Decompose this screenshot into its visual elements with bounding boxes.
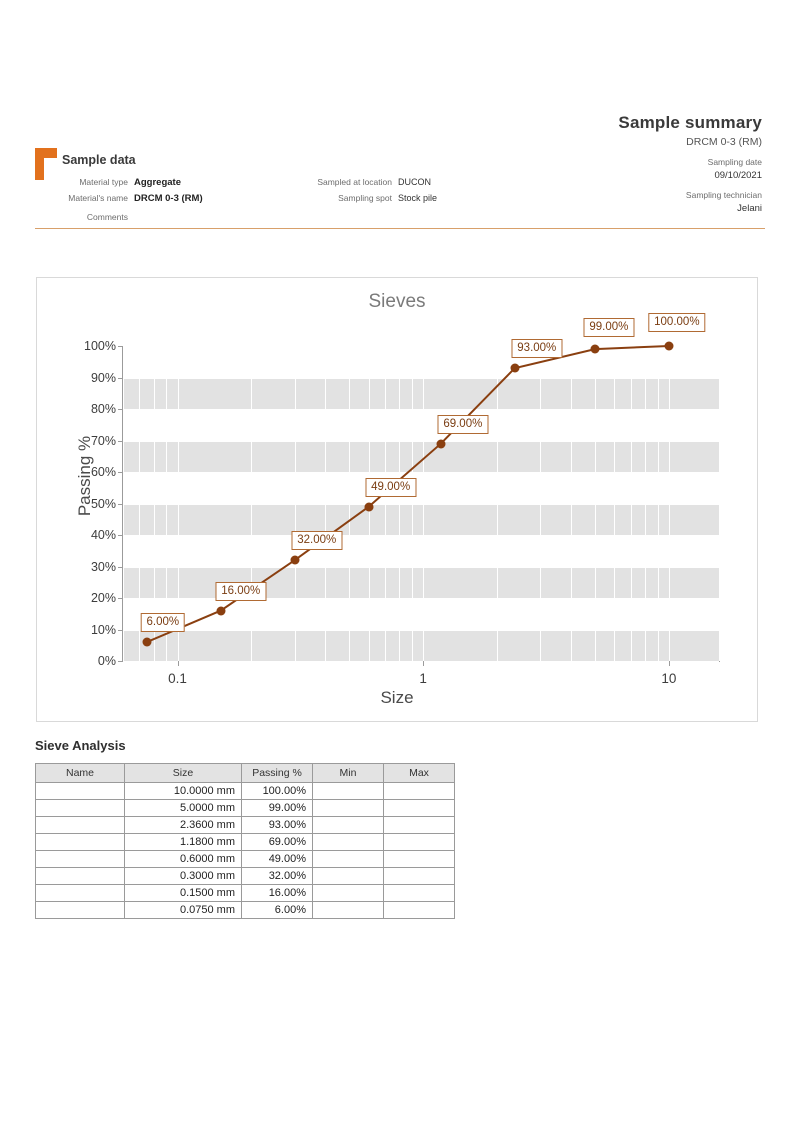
sieves-chart-panel	[36, 277, 758, 722]
sampling-date-label: Sampling date	[707, 157, 762, 167]
cell-max	[384, 783, 455, 800]
cell-size: 1.1800 mm	[125, 834, 242, 851]
sample-data-title: Sample data	[62, 153, 136, 167]
cell-min	[313, 817, 384, 834]
column-header-size: Size	[125, 764, 242, 783]
sampling-spot-value: Stock pile	[398, 193, 438, 203]
cell-name	[36, 902, 125, 919]
table-row	[36, 902, 455, 919]
cell-max	[384, 800, 455, 817]
series-line	[123, 346, 719, 661]
cell-name	[36, 834, 125, 851]
x-axis-tick-mark	[423, 661, 424, 666]
cell-size: 0.0750 mm	[125, 902, 242, 919]
y-axis-tick-label: 70%	[90, 433, 116, 448]
column-header-passing: Passing %	[242, 764, 313, 783]
cell-size: 2.3600 mm	[125, 817, 242, 834]
sampled-location-field	[300, 177, 431, 187]
x-axis-tick-mark	[178, 661, 179, 666]
y-axis-tick-label: 40%	[90, 528, 116, 542]
table-header-row	[36, 764, 455, 783]
cell-max	[384, 834, 455, 851]
page-title: Sample summary	[618, 113, 762, 132]
x-axis-tick-label: 0.1	[168, 671, 187, 686]
table-row	[36, 885, 455, 902]
data-point-label: 93.00%	[511, 339, 562, 358]
y-axis-tick-label: 50%	[90, 496, 116, 511]
cell-size: 0.6000 mm	[125, 851, 242, 868]
data-point-label: 100.00%	[648, 313, 705, 332]
y-axis-tick-label: 30%	[90, 559, 116, 574]
material-type-label: Material type	[79, 177, 128, 187]
sampling-technician-label: Sampling technician	[685, 190, 762, 200]
y-axis-tick-label: 60%	[90, 465, 116, 479]
gridline-horizontal	[123, 661, 719, 662]
sieve-analysis-title: Sieve Analysis	[35, 738, 126, 753]
cell-passing: 93.00%	[242, 817, 313, 834]
cell-passing: 49.00%	[242, 851, 313, 868]
data-point	[216, 606, 225, 615]
data-point-label: 69.00%	[437, 415, 488, 434]
cell-min	[313, 783, 384, 800]
cell-name	[36, 868, 125, 885]
material-type-field	[60, 177, 181, 188]
table-row	[36, 834, 455, 851]
table-row	[36, 868, 455, 885]
report-header	[0, 0, 800, 240]
material-type-value: Aggregate	[134, 177, 181, 188]
y-axis-tick-label: 20%	[90, 591, 116, 605]
cell-max	[384, 885, 455, 902]
y-axis-title: Passing %	[75, 435, 94, 517]
sieve-analysis-table	[35, 763, 455, 919]
chart-title: Sieves	[368, 291, 426, 312]
sampled-location-label: Sampled at location	[317, 177, 392, 187]
y-axis-tick-label: 0%	[97, 654, 116, 668]
sampling-date-value: 09/10/2021	[714, 170, 762, 181]
material-name-label: Material's name	[68, 193, 128, 203]
cell-name	[36, 885, 125, 902]
column-header-name: Name	[36, 764, 125, 783]
cell-min	[313, 834, 384, 851]
data-point-label: 32.00%	[291, 531, 342, 550]
cell-max	[384, 851, 455, 868]
cell-min	[313, 885, 384, 902]
data-point-label: 6.00%	[140, 613, 185, 632]
data-point	[664, 342, 673, 351]
cell-max	[384, 902, 455, 919]
material-name-field	[60, 193, 203, 204]
data-point	[142, 638, 151, 647]
table-row	[36, 817, 455, 834]
cell-size: 5.0000 mm	[125, 800, 242, 817]
cell-passing: 32.00%	[242, 868, 313, 885]
y-axis-tick-label: 10%	[90, 622, 116, 637]
y-axis-tick-label: 80%	[90, 402, 116, 416]
sampling-spot-field	[300, 193, 437, 203]
header-divider	[35, 228, 765, 229]
cell-size: 0.3000 mm	[125, 868, 242, 885]
data-point-label: 49.00%	[365, 478, 416, 497]
brand-corner-icon	[35, 148, 57, 180]
data-point	[364, 502, 373, 511]
cell-min	[313, 902, 384, 919]
cell-min	[313, 800, 384, 817]
cell-name	[36, 817, 125, 834]
data-point	[510, 364, 519, 373]
table-row	[36, 800, 455, 817]
x-axis-tick-label: 1	[419, 671, 427, 686]
data-point	[290, 556, 299, 565]
data-point	[590, 345, 599, 354]
data-point-label: 99.00%	[583, 318, 634, 337]
cell-name	[36, 783, 125, 800]
table-row	[36, 851, 455, 868]
comments-label: Comments	[86, 212, 128, 222]
sample-subtitle: DRCM 0-3 (RM)	[686, 136, 762, 148]
cell-passing: 6.00%	[242, 902, 313, 919]
sampling-spot-label: Sampling spot	[338, 193, 392, 203]
material-name-value: DRCM 0-3 (RM)	[134, 193, 203, 204]
x-axis-tick-mark	[669, 661, 670, 666]
cell-min	[313, 851, 384, 868]
column-header-max: Max	[384, 764, 455, 783]
cell-passing: 69.00%	[242, 834, 313, 851]
cell-size: 0.1500 mm	[125, 885, 242, 902]
cell-passing: 99.00%	[242, 800, 313, 817]
cell-passing: 16.00%	[242, 885, 313, 902]
cell-min	[313, 868, 384, 885]
y-axis-tick-label: 100%	[84, 339, 116, 353]
cell-name	[36, 851, 125, 868]
y-axis-tick-label: 90%	[90, 370, 116, 385]
sampled-location-value: DUCON	[398, 177, 431, 187]
cell-max	[384, 868, 455, 885]
y-axis-tick-mark	[118, 661, 123, 662]
data-point-label: 16.00%	[215, 582, 266, 601]
cell-name	[36, 800, 125, 817]
x-axis-title: Size	[380, 688, 414, 707]
cell-max	[384, 817, 455, 834]
data-point	[436, 439, 445, 448]
column-header-min: Min	[313, 764, 384, 783]
cell-size: 10.0000 mm	[125, 783, 242, 800]
cell-passing: 100.00%	[242, 783, 313, 800]
x-axis-tick-label: 10	[661, 671, 677, 686]
sampling-technician-value: Jelani	[737, 203, 762, 214]
table-row	[36, 783, 455, 800]
comments-field	[60, 212, 134, 222]
